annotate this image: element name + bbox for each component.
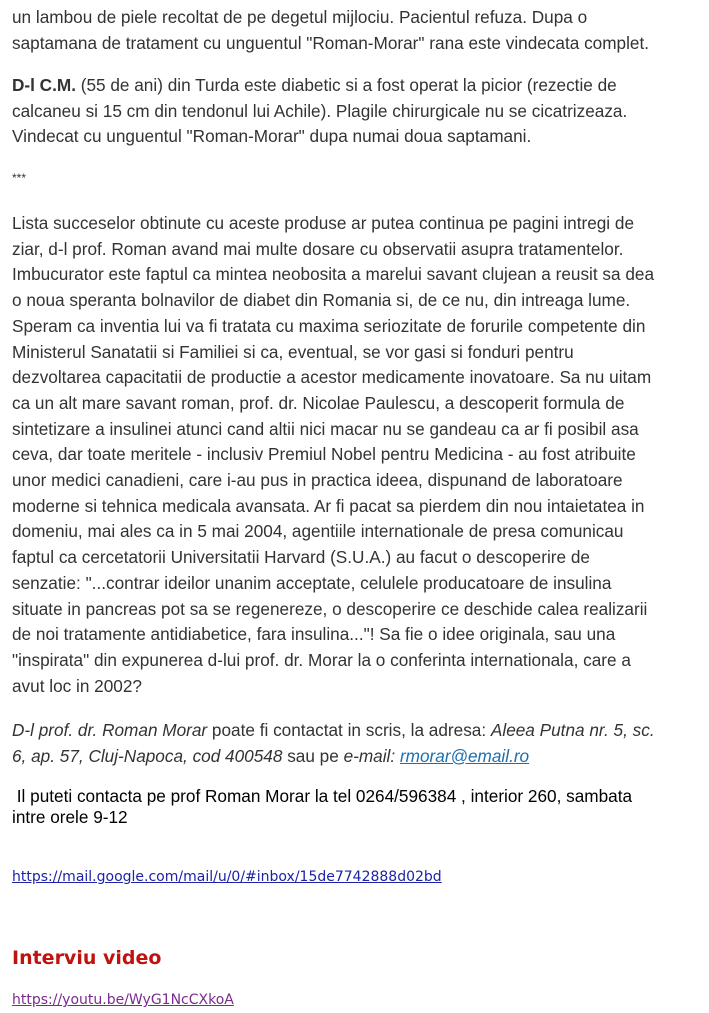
text-line: sintetizare a insulinei atunci cand altii nici macar nu se gandeau ca ar fi posibil asa: [12, 418, 639, 439]
text-line: Speram ca inventia lui va fi tratata cu maxima seriozitate de forurile competente din: [12, 315, 646, 336]
text-line: faptul ca cercetatorii Universitatii Harvard (S.U.A.) au facut o descoperire de: [12, 547, 590, 568]
patient-name: D-l C.M.: [12, 75, 76, 95]
text-line: Vindecat cu unguentul "Roman-Morar" dupa numai doua saptamani.: [12, 126, 532, 147]
text-line: [12, 744, 702, 770]
text-line: "inspirata" din expunerea d-lui prof. dr. Morar la o conferinta internationala, care a: [12, 649, 631, 670]
address: 6, ap. 57, Cluj-Napoca, cod 400548: [12, 745, 283, 766]
text-line: Ministerul Sanatatii si Familiei si ca, eventual, se vor gasi si fonduri pentru: [12, 341, 574, 362]
text-line: saptamana de tratament cu unguentul "Roman-Morar" rana este vindecata complet.: [12, 32, 650, 53]
section-separator: ***: [12, 171, 27, 185]
case-paragraph: [12, 73, 704, 150]
email-link[interactable]: rmorar@email.ro: [399, 745, 530, 766]
text-line: domeniu, mai ales ca in 5 mai 2004, agentiile internationale de presa comunicau: [12, 521, 624, 542]
phone-note: [12, 786, 702, 828]
text-line: senzatie: "...contrar ideilor unanim acceptate, celulele producatoare de insulina: [12, 572, 612, 593]
intro-paragraph: [12, 5, 704, 56]
text-line: avut loc in 2002?: [12, 675, 142, 696]
text-line: unor medici canadieni, care i-au pus in practica ideea, dispunand de laboratoare: [12, 470, 623, 491]
author-name: D-l prof. dr. Roman Morar: [12, 720, 208, 740]
gmail-link[interactable]: https://mail.google.com/mail/u/0/#inbox/15de7742888d02bd: [12, 869, 442, 885]
text-line: Lista succeselor obtinute cu aceste produse ar putea continua pe pagini intregi de: [12, 213, 635, 233]
text-line: un lambou de piele recoltat de pe degetul mijlociu. Pacientul refuza. Dupa o: [12, 7, 588, 27]
text-line: situate in pancreas pot sa se regenereze, o descoperire ce deschide calea realizarii: [12, 598, 648, 619]
text-line: Il puteti contacta pe prof Roman Morar la tel 0264/596384 , interior 260, sambata: [12, 786, 633, 806]
text-line: [12, 73, 704, 99]
contact-paragraph: [12, 718, 702, 769]
video-heading: Interviu video: [12, 947, 162, 969]
text-line: moderne si tehnica medicala avansata. Ar fi pacat sa pierdem din nou intaietatea in: [12, 495, 645, 516]
text-line: dezvoltarea capacitatii de productie a acestor medicamente inovatoare. Sa nu uitam: [12, 367, 652, 388]
text-line: ziar, d-l prof. Roman avand mai multe dosare cu observatii asupra tratamentelor.: [12, 238, 624, 259]
address: Aleea Putna nr. 5, sc.: [490, 720, 655, 740]
main-paragraph: [12, 211, 704, 699]
text-line: ca un alt mare savant roman, prof. dr. Nicolae Paulescu, a descoperit formula de: [12, 392, 625, 413]
text-line: calcaneu si 15 cm din tendonul lui Achile). Plagile chirurgicale nu se cicatrizeaza.: [12, 100, 628, 121]
case-text: (55 de ani) din Turda este diabetic si a fost operat la picior (rezectie de: [75, 75, 617, 95]
youtube-link[interactable]: https://youtu.be/WyG1NcCXkoA: [12, 992, 234, 1008]
email-label: e-mail:: [343, 745, 396, 766]
contact-text: sau pe: [282, 745, 344, 766]
text-line: intre orele 9-12: [12, 807, 128, 827]
text-line: Imbucurator este faptul ca mintea neobosita a marelui savant clujean a reusit sa dea: [12, 264, 655, 285]
text-line: [12, 718, 702, 744]
text-line: de noi tratamente antidiabetice, fara insulina..."! Sa fie o idee originala, sau una: [12, 624, 616, 645]
text-line: ceva, dar toate meritele - inclusiv Premiul Nobel pentru Medicina - au fost atribuite: [12, 444, 636, 465]
text-line: o noua speranta bolnavilor de diabet din Romania si, de ce nu, din intreaga lume.: [12, 290, 631, 311]
contact-text: poate fi contactat in scris, la adresa:: [207, 720, 491, 740]
